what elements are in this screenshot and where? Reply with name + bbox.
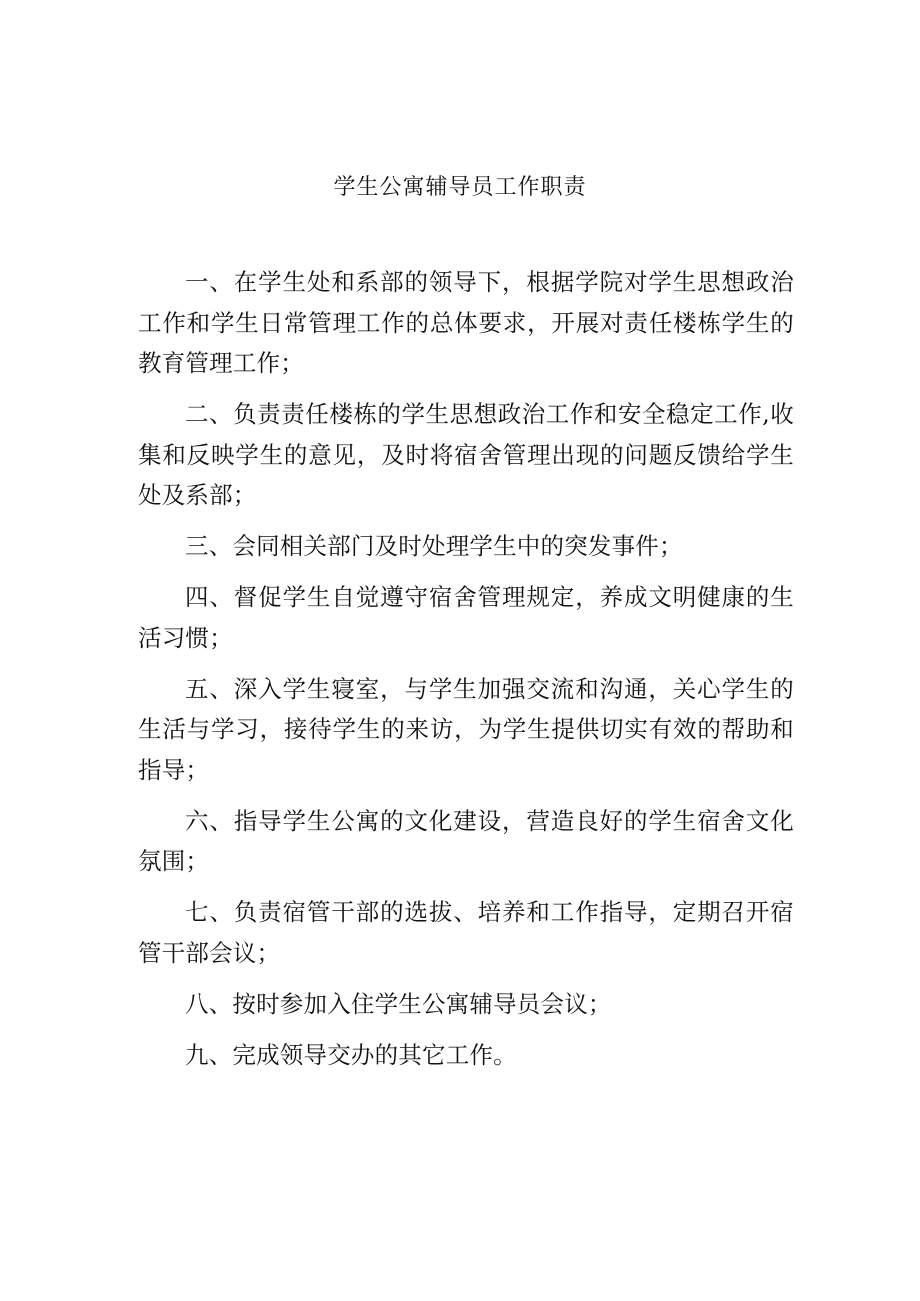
duty-item-5: 五、深入学生寝室，与学生加强交流和沟通，关心学生的生活与学习，接待学生的来访，为学生提供切实有效的帮助和指导； <box>138 674 794 784</box>
duty-item-7: 七、负责宿管干部的选拔、培养和工作指导，定期召开宿管干部会议； <box>138 898 794 967</box>
duty-item-8: 八、按时参加入住学生公寓辅导员会议； <box>185 989 612 1018</box>
duty-item-9: 九、完成领导交办的其它工作。 <box>185 1040 517 1069</box>
document-body <box>138 262 794 1086</box>
duty-item-1: 一、在学生处和系部的领导下，根据学院对学生思想政治工作和学生日常管理工作的总体要求，开展对责任楼栋学生的教育管理工作； <box>138 268 794 377</box>
duty-item-3: 三、会同相关部门及时处理学生中的突发事件； <box>185 532 683 560</box>
duty-item-4: 四、督促学生自觉遵守宿舍管理规定，养成文明健康的生活习惯； <box>138 583 794 652</box>
duty-item-2: 二、负责责任楼栋的学生思想政治工作和安全稳定工作,收集和反映学生的意见，及时将宿舍管理出现的问题反馈给学生处及系部； <box>138 400 794 509</box>
duty-item-6: 六、指导学生公寓的文化建设，营造良好的学生宿舍文化氛围； <box>138 806 794 875</box>
document-title: 学生公寓辅导员工作职责 <box>333 175 587 200</box>
